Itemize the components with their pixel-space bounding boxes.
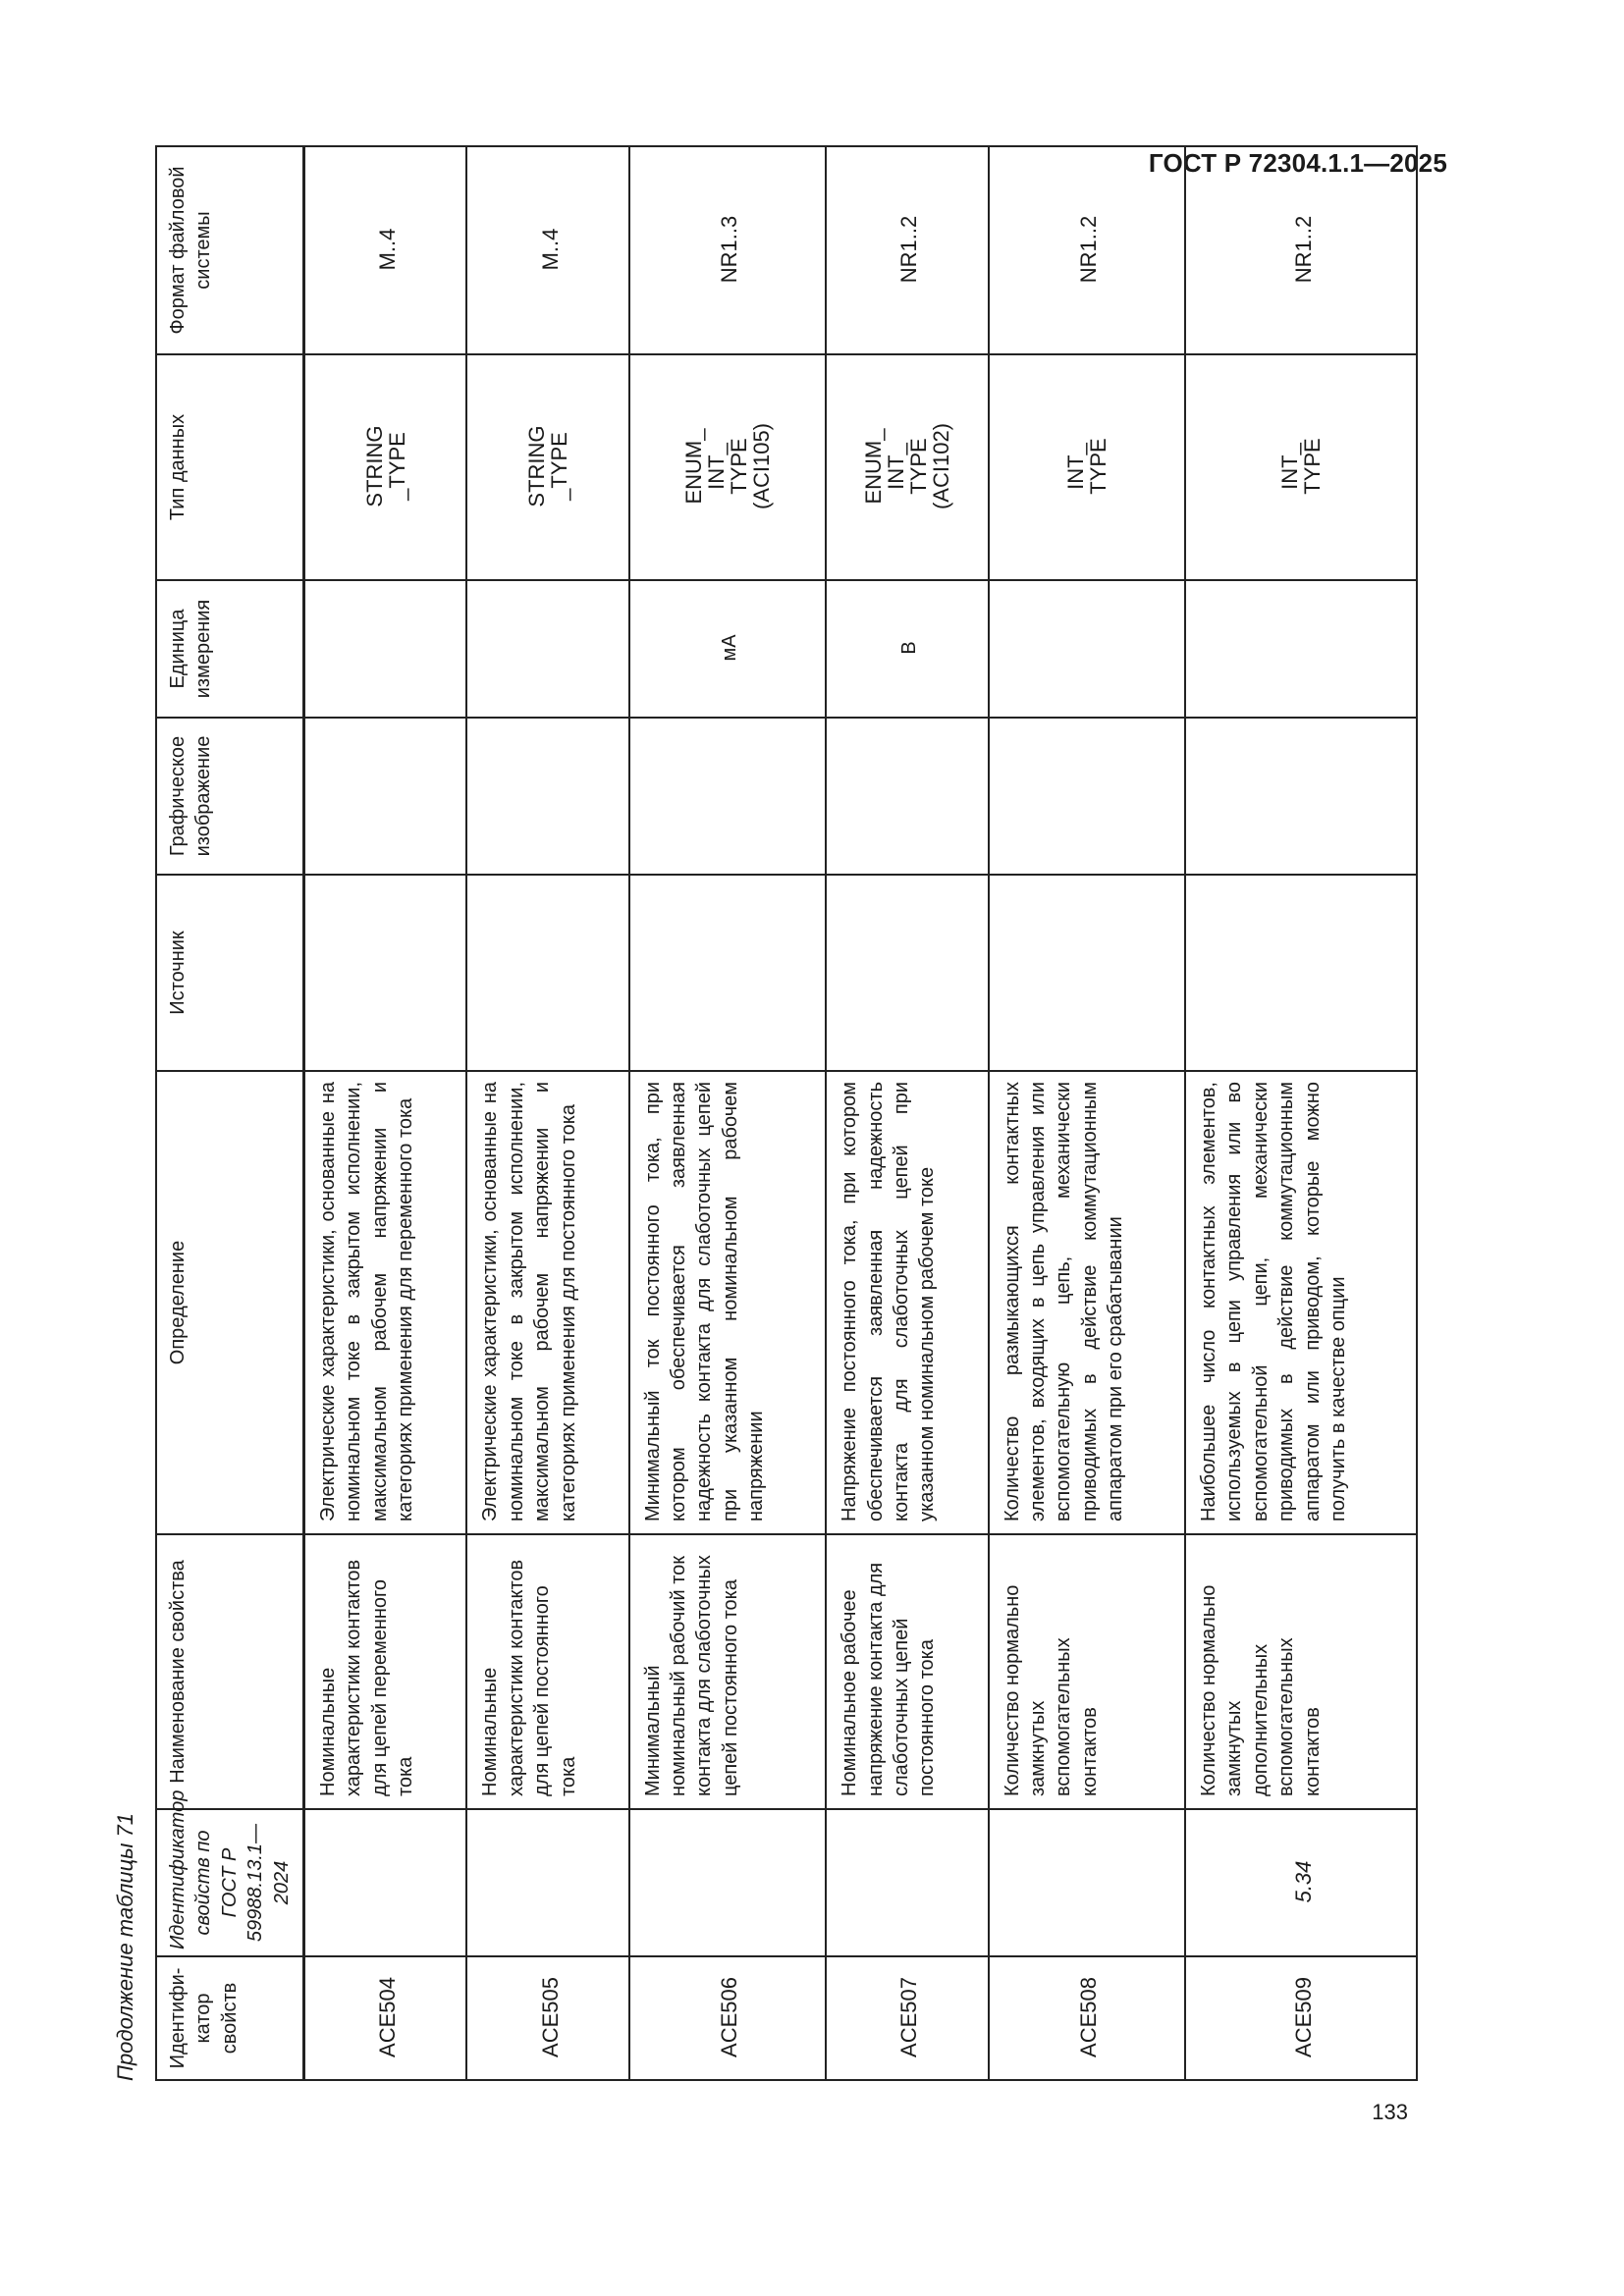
cell-source bbox=[303, 875, 466, 1071]
cell-id: ACE506 bbox=[629, 1956, 827, 2080]
header-datatype: Тип данных bbox=[156, 354, 303, 580]
header-source: Источник bbox=[156, 875, 303, 1071]
cell-unit: мА bbox=[629, 580, 827, 718]
cell-gost-id bbox=[989, 1809, 1186, 1956]
cell-datatype: ENUM_ INT_ TYPE (ACI105) bbox=[629, 354, 827, 580]
cell-source bbox=[1185, 875, 1417, 1071]
cell-source bbox=[826, 875, 988, 1071]
cell-gost-id bbox=[303, 1809, 466, 1956]
cell-source bbox=[629, 875, 827, 1071]
cell-gost-id bbox=[466, 1809, 628, 1956]
cell-graphic bbox=[989, 718, 1186, 875]
cell-unit: В bbox=[826, 580, 988, 718]
page-number: 133 bbox=[1372, 2100, 1408, 2124]
table-row bbox=[629, 146, 827, 2080]
cell-gost-id bbox=[826, 1809, 988, 1956]
cell-name: Номинальные характеристики контактов для цепей переменного тока bbox=[303, 1534, 466, 1809]
header-gost-id: Идентификатор свойств по ГОСТ Р 59988.13.1—2024 bbox=[156, 1809, 303, 1956]
cell-definition: Количество размыкающихся контактных элементов, входящих в цепь управления или вспомогательную цепь, механически приводимых в действие коммутационным аппаратом при его срабатывании bbox=[989, 1071, 1186, 1534]
table-row bbox=[303, 146, 466, 2080]
cell-id: ACE507 bbox=[826, 1956, 988, 2080]
header-unit: Единица измерения bbox=[156, 580, 303, 718]
cell-datatype: STRING _TYPE bbox=[303, 354, 466, 580]
cell-name: Минимальный номинальный рабочий ток контакта для слаботочных цепей постоянного тока bbox=[629, 1534, 827, 1809]
cell-id: ACE505 bbox=[466, 1956, 628, 2080]
cell-format: M..4 bbox=[466, 146, 628, 354]
cell-unit bbox=[303, 580, 466, 718]
cell-gost-id: 5.34 bbox=[1185, 1809, 1417, 1956]
cell-graphic bbox=[629, 718, 827, 875]
table-header-row bbox=[156, 146, 303, 2080]
cell-name: Количество нормально замкнутых вспомогательных контактов bbox=[989, 1534, 1186, 1809]
header-graphic: Графическое изображение bbox=[156, 718, 303, 875]
cell-name: Количество нормально замкнутых дополнительных вспомогательных контактов bbox=[1185, 1534, 1417, 1809]
cell-graphic bbox=[1185, 718, 1417, 875]
table-row bbox=[466, 146, 628, 2080]
cell-datatype: STRING _TYPE bbox=[466, 354, 628, 580]
header-id: Идентифи-катор свойств bbox=[156, 1956, 303, 2080]
cell-gost-id bbox=[629, 1809, 827, 1956]
cell-datatype: ENUM_ INT_ TYPE (ACI102) bbox=[826, 354, 988, 580]
cell-unit bbox=[989, 580, 1186, 718]
cell-format: NR1..3 bbox=[629, 146, 827, 354]
cell-datatype: INT_ TYPE bbox=[1185, 354, 1417, 580]
cell-format: NR1..2 bbox=[989, 146, 1186, 354]
cell-unit bbox=[466, 580, 628, 718]
cell-graphic bbox=[826, 718, 988, 875]
table-row bbox=[826, 146, 988, 2080]
cell-definition: Наибольшее число контактных элементов, используемых в цепи управления или во вспомогательной цепи, механически приводимых в действие коммутационным аппаратом или приводом, которые можно получить в качестве опции bbox=[1185, 1071, 1417, 1534]
properties-table bbox=[155, 145, 1418, 2081]
cell-id: ACE504 bbox=[303, 1956, 466, 2080]
cell-source bbox=[466, 875, 628, 1071]
cell-definition: Электрические характеристики, основанные на номинальном токе в закрытом исполнении, максимальном рабочем напряжении и категориях применения для переменного тока bbox=[303, 1071, 466, 1534]
header-name: Наименование свойства bbox=[156, 1534, 303, 1809]
cell-definition: Электрические характеристики, основанные на номинальном токе в закрытом исполнении, максимальном рабочем напряжении и категориях применения для постоянного тока bbox=[466, 1071, 628, 1534]
cell-graphic bbox=[303, 718, 466, 875]
cell-format: M..4 bbox=[303, 146, 466, 354]
cell-graphic bbox=[466, 718, 628, 875]
rotated-table-area bbox=[106, 147, 1418, 2081]
cell-name: Номинальные характеристики контактов для цепей постоянного тока bbox=[466, 1534, 628, 1809]
cell-unit bbox=[1185, 580, 1417, 718]
header-definition: Определение bbox=[156, 1071, 303, 1534]
table-caption: Продолжение таблицы 71 bbox=[113, 1813, 137, 2081]
cell-name: Номинальное рабочее напряжение контакта для слаботочных цепей постоянного тока bbox=[826, 1534, 988, 1809]
cell-format: NR1..2 bbox=[1185, 146, 1417, 354]
document-standard-header: ГОСТ Р 72304.1.1—2025 bbox=[1148, 148, 1447, 178]
cell-id: ACE508 bbox=[989, 1956, 1186, 2080]
cell-definition: Напряжение постоянного тока, при котором обеспечивается заявленная надежность контакта для слаботочных цепей при указанном номинальном рабочем токе bbox=[826, 1071, 988, 1534]
cell-source bbox=[989, 875, 1186, 1071]
header-format: Формат файловой системы bbox=[156, 146, 303, 354]
cell-definition: Минимальный ток постоянного тока, при котором обеспечивается заявленная надежность контакта для слаботочных цепей при указанном номинальном рабочем напряжении bbox=[629, 1071, 827, 1534]
cell-datatype: INT_ TYPE bbox=[989, 354, 1186, 580]
cell-format: NR1..2 bbox=[826, 146, 988, 354]
cell-id: ACE509 bbox=[1185, 1956, 1417, 2080]
table-row bbox=[1185, 146, 1417, 2080]
table-row bbox=[989, 146, 1186, 2080]
